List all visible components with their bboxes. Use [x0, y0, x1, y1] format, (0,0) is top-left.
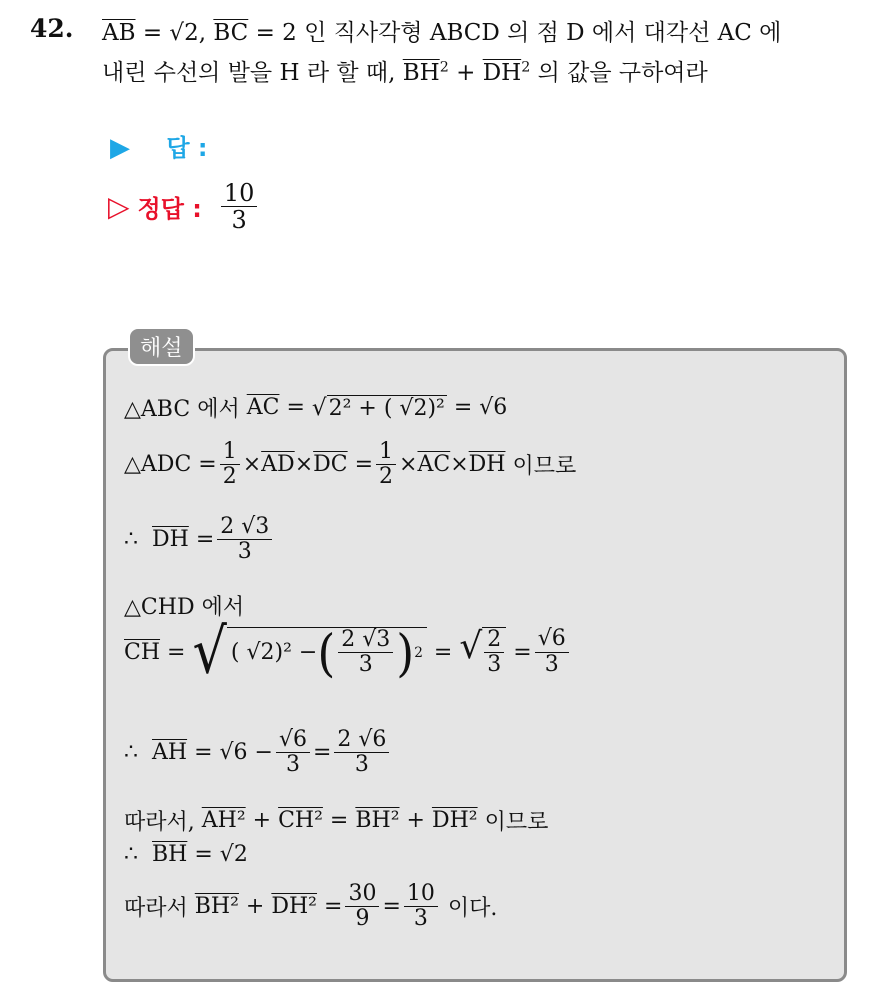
equals-sign: = [194, 740, 213, 766]
fraction: $\frac{10}{3}$ [404, 882, 438, 931]
explanation-line-8 [124, 842, 248, 867]
explanation-line-2: △ADC = $\frac{1}{2}$ × $\overline{AD}$ × $\overline{DC}$ = $\frac{1}{2}$ × $\overline{AC}$ × $\overline{DH}$ 이므로 [124, 439, 577, 490]
explanation-line-3 [124, 515, 275, 564]
equals-sign: = [324, 894, 343, 920]
fraction-numerator: 10 [221, 180, 258, 207]
therefore-symbol: ∴ [124, 527, 138, 553]
equals-sign: = [354, 452, 374, 478]
answer-row [110, 128, 208, 163]
outline-arrow-icon: ▷ [108, 190, 130, 224]
segment-ah: $\overline{AH}$ [152, 740, 188, 766]
correct-answer-label: 정답 : [137, 195, 202, 224]
segment-bc: $\overline{BC}$ [213, 20, 249, 46]
explanation-tag: 해설 [128, 327, 195, 366]
segment-dh: $\overline{DH}$ [152, 527, 189, 553]
fraction: $\frac{2 √6}{3}$ [334, 728, 389, 777]
segment-dh: $\overline{DH}$ [468, 452, 506, 478]
segment-ah-squared: AH² [201, 808, 246, 833]
text: 따라서 [124, 896, 188, 922]
result-value: √2 [219, 842, 248, 867]
question-text-end: 의 값을 구하여라 [537, 60, 708, 86]
sqrt2-value: √2, [169, 20, 207, 46]
equals-sign: = [312, 740, 332, 766]
text: △ABC 에서 [124, 397, 240, 422]
question-text-rest: = 2 인 직사각형 ABCD 의 점 D 에서 대각선 AC 에 [255, 20, 782, 46]
segment-dh: $\overline{DH}$ [482, 60, 522, 86]
fraction-denominator: 3 [231, 206, 247, 235]
equals-sign: = [194, 842, 213, 867]
question-text-start: 내린 수선의 발을 H 라 할 때, [102, 60, 396, 86]
segment-ch-squared: CH² [278, 808, 323, 833]
question-text-line1 [102, 14, 781, 47]
segment-ch: $\overline{CH}$ [124, 639, 161, 665]
segment-ac: $\overline{AC}$ [246, 395, 280, 420]
text: 따라서, [124, 810, 195, 835]
explanation-line-7: 따라서, AH² + CH² = BH² + DH² 이므로 [124, 805, 548, 836]
correct-answer-fraction [221, 180, 258, 234]
text: √6 − [219, 740, 273, 766]
play-arrow-icon: ▶ [110, 133, 130, 163]
explanation-line-9: 따라서 BH² + DH² = $\frac{30}{9}$ = $\frac{10}{3}$ 이다. [124, 881, 498, 932]
text: 이므로 [512, 454, 577, 480]
text: 이므로 [484, 810, 549, 835]
question-text-line2: 내린 수선의 발을 H 라 할 때, $\overline{BH}^2 + \overline{DH}^2$ 의 값을 구하여라 [102, 59, 708, 86]
fraction: $\frac{2 √3}{3}$ [217, 515, 272, 564]
fraction: $\frac{√6}{3}$ [276, 728, 310, 777]
equals-sign: = [142, 20, 163, 46]
segment-bh-squared: BH² [355, 808, 400, 833]
therefore-symbol: ∴ [124, 842, 138, 867]
segment-ad: $\overline{AD}$ [261, 452, 295, 478]
question-number: 42. [30, 14, 74, 43]
result-value: √6 [479, 395, 508, 420]
fraction: $\frac{√6}{3}$ [535, 627, 569, 676]
fraction-half: $\frac{1}{2}$ [220, 440, 240, 489]
segment-bh: $\overline{BH}$ [152, 842, 188, 867]
explanation-line-6 [124, 728, 392, 777]
fraction-half: $\frac{1}{2}$ [376, 440, 396, 489]
segment-bh-squared: BH² [194, 894, 239, 920]
text: △CHD 에서 [124, 595, 245, 620]
text: 이다. [447, 896, 498, 922]
equals-sign: = [453, 395, 473, 420]
fraction: $\frac{30}{9}$ [345, 882, 379, 931]
sqrt-expression: √2² + ( √2)² [311, 394, 445, 421]
equals-sign: = [433, 639, 453, 665]
segment-dh-squared: DH² [431, 808, 478, 833]
answer-label: 답 : [166, 134, 208, 162]
equals-sign: = [195, 527, 215, 553]
text: △ADC = [124, 452, 217, 478]
explanation-line-5 [124, 615, 572, 688]
segment-bh: $\overline{BH}$ [402, 60, 440, 86]
segment-ab: $\overline{AB}$ [102, 20, 136, 46]
plus-sign: + [456, 60, 476, 86]
equals-sign: = [286, 395, 305, 420]
explanation-line-1 [124, 392, 507, 423]
equals-sign: = [513, 639, 532, 665]
equals-sign: = [382, 894, 401, 920]
therefore-symbol: ∴ [124, 740, 138, 766]
correct-answer-row [108, 180, 260, 234]
equals-sign: = [167, 639, 186, 665]
segment-dc: $\overline{DC}$ [313, 452, 348, 478]
segment-dh-squared: DH² [271, 894, 318, 920]
segment-ac: $\overline{AC}$ [417, 452, 451, 478]
big-radical: √ [192, 615, 227, 688]
sqrt-fraction: √ $\frac{2}{3}$ [459, 626, 506, 677]
radicand: ( √2)² − ( $\frac{2 √3}{3}$ ) 2 [227, 627, 427, 677]
